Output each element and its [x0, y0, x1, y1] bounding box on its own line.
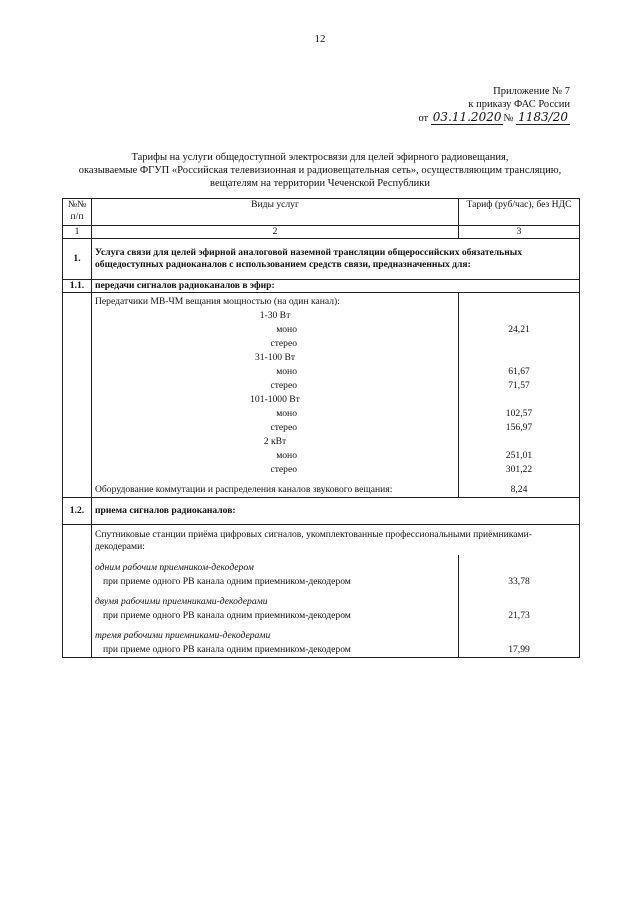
tariff-table	[62, 198, 580, 658]
header-service: Виды услуг	[92, 199, 459, 226]
tariff-value: 33,78	[508, 576, 530, 587]
section-1-1-tariffs	[459, 293, 580, 498]
section-1-1-title: передачи сигналов радиоканалов в эфир:	[92, 280, 580, 293]
power-range-label: 2 кВт	[263, 436, 287, 447]
title-line-3: вещателям на территории Чеченской Республики	[210, 178, 430, 189]
receiver-group-heading: двумя рабочими приемниками-декодерами	[95, 596, 268, 607]
receiver-group-item: при приеме одного РВ канала одним приемником-декодером	[103, 610, 351, 621]
handwritten-number: 1183/20	[518, 110, 568, 124]
equipment-label: Оборудование коммутации и распределения каналов звукового вещания:	[95, 484, 393, 495]
power-range-label: 101-1000 Вт	[250, 394, 300, 405]
date-prefix: от	[418, 113, 429, 124]
column-number-row	[63, 226, 580, 239]
document-title	[60, 151, 580, 190]
section-1-1-body	[63, 293, 580, 498]
appendix-title: Приложение № 7	[493, 86, 570, 97]
section-1-num: 1.	[63, 239, 92, 280]
tariff-value: 251,01	[505, 450, 533, 461]
equipment-value: 8,24	[510, 484, 528, 495]
title-line-1: Тарифы на услуги общедоступной электросвязи для целей эфирного радиовещания,	[131, 152, 509, 163]
receiver-group-item: при приеме одного РВ канала одним приемником-декодером	[103, 644, 351, 655]
appendix-block	[418, 85, 570, 125]
section-1-1-row	[63, 280, 580, 293]
header-num: №№ п/п	[63, 199, 92, 226]
tariff-value	[462, 351, 576, 365]
tariff-value: 61,67	[508, 366, 530, 377]
mode-label: стерео	[270, 422, 297, 433]
handwritten-date: 03.11.2020	[432, 110, 502, 124]
tariff-value	[462, 309, 576, 323]
tariff-value	[462, 393, 576, 407]
receiver-group	[92, 623, 579, 657]
tariff-value: 21,73	[508, 610, 530, 621]
section-1-row	[63, 239, 580, 280]
mode-label: моно	[276, 408, 297, 419]
header-tariff: Тариф (руб/час), без НДС	[459, 199, 580, 226]
tariff-value: 102,57	[505, 408, 533, 419]
tariff-value	[462, 337, 576, 351]
receiver-group-heading: тремя рабочими приемниками-декодерами	[95, 630, 271, 641]
mode-label: стерео	[270, 338, 297, 349]
section-1-2-body	[63, 525, 580, 658]
receiver-group	[92, 555, 579, 589]
appendix-date-number	[418, 111, 570, 125]
title-line-2: оказываемые ФГУП «Российская телевизионная и радиовещательная сеть», осуществляющим трансляцию,	[78, 165, 562, 176]
mode-label: моно	[276, 324, 297, 335]
receiver-group	[92, 589, 579, 623]
section-1-1-services	[92, 293, 459, 498]
section-1-1-num: 1.1.	[63, 280, 92, 293]
appendix-order-ref: к приказу ФАС России	[468, 99, 570, 110]
tariff-value: 156,97	[505, 422, 533, 433]
col-number-1: 1	[63, 226, 92, 239]
mode-label: стерео	[270, 380, 297, 391]
mode-label: стерео	[270, 464, 297, 475]
section-1-title: Услуга связи для целей эфирной аналоговой наземной трансляции общероссийских обязательных общедоступных радиоканалов с использованием средств связи, предназначенных для:	[92, 239, 580, 280]
power-range-label: 31-100 Вт	[254, 352, 296, 363]
col-number-2: 2	[92, 226, 459, 239]
table-header-row	[63, 199, 580, 226]
section-1-2-num: 1.2.	[63, 498, 92, 525]
tariff-value	[462, 435, 576, 449]
mode-label: моно	[276, 450, 297, 461]
tariff-value: 301,22	[505, 464, 533, 475]
mode-label: моно	[276, 366, 297, 377]
col-number-3: 3	[459, 226, 580, 239]
receiver-group-heading: одним рабочим приемником-декодером	[95, 562, 254, 573]
number-label: №	[503, 113, 514, 124]
power-range-label: 1-30 Вт	[259, 310, 291, 321]
tariff-value: 24,21	[508, 324, 530, 335]
transmitters-intro: Передатчики МВ-ЧМ вещания мощностью (на один канал):	[95, 296, 340, 307]
section-1-2-services	[92, 525, 580, 658]
page-number: 12	[314, 33, 326, 45]
receiver-group-item: при приеме одного РВ канала одним приемником-декодером	[103, 576, 351, 587]
satellite-intro: Спутниковые станции приёма цифровых сигналов, укомплектованные профессиональными приёмниками-декодерами:	[95, 529, 532, 552]
section-1-2-title: приема сигналов радиоканалов:	[92, 498, 580, 525]
tariff-value: 17,99	[508, 644, 530, 655]
tariff-value: 71,57	[508, 380, 530, 391]
section-1-2-row	[63, 498, 580, 525]
